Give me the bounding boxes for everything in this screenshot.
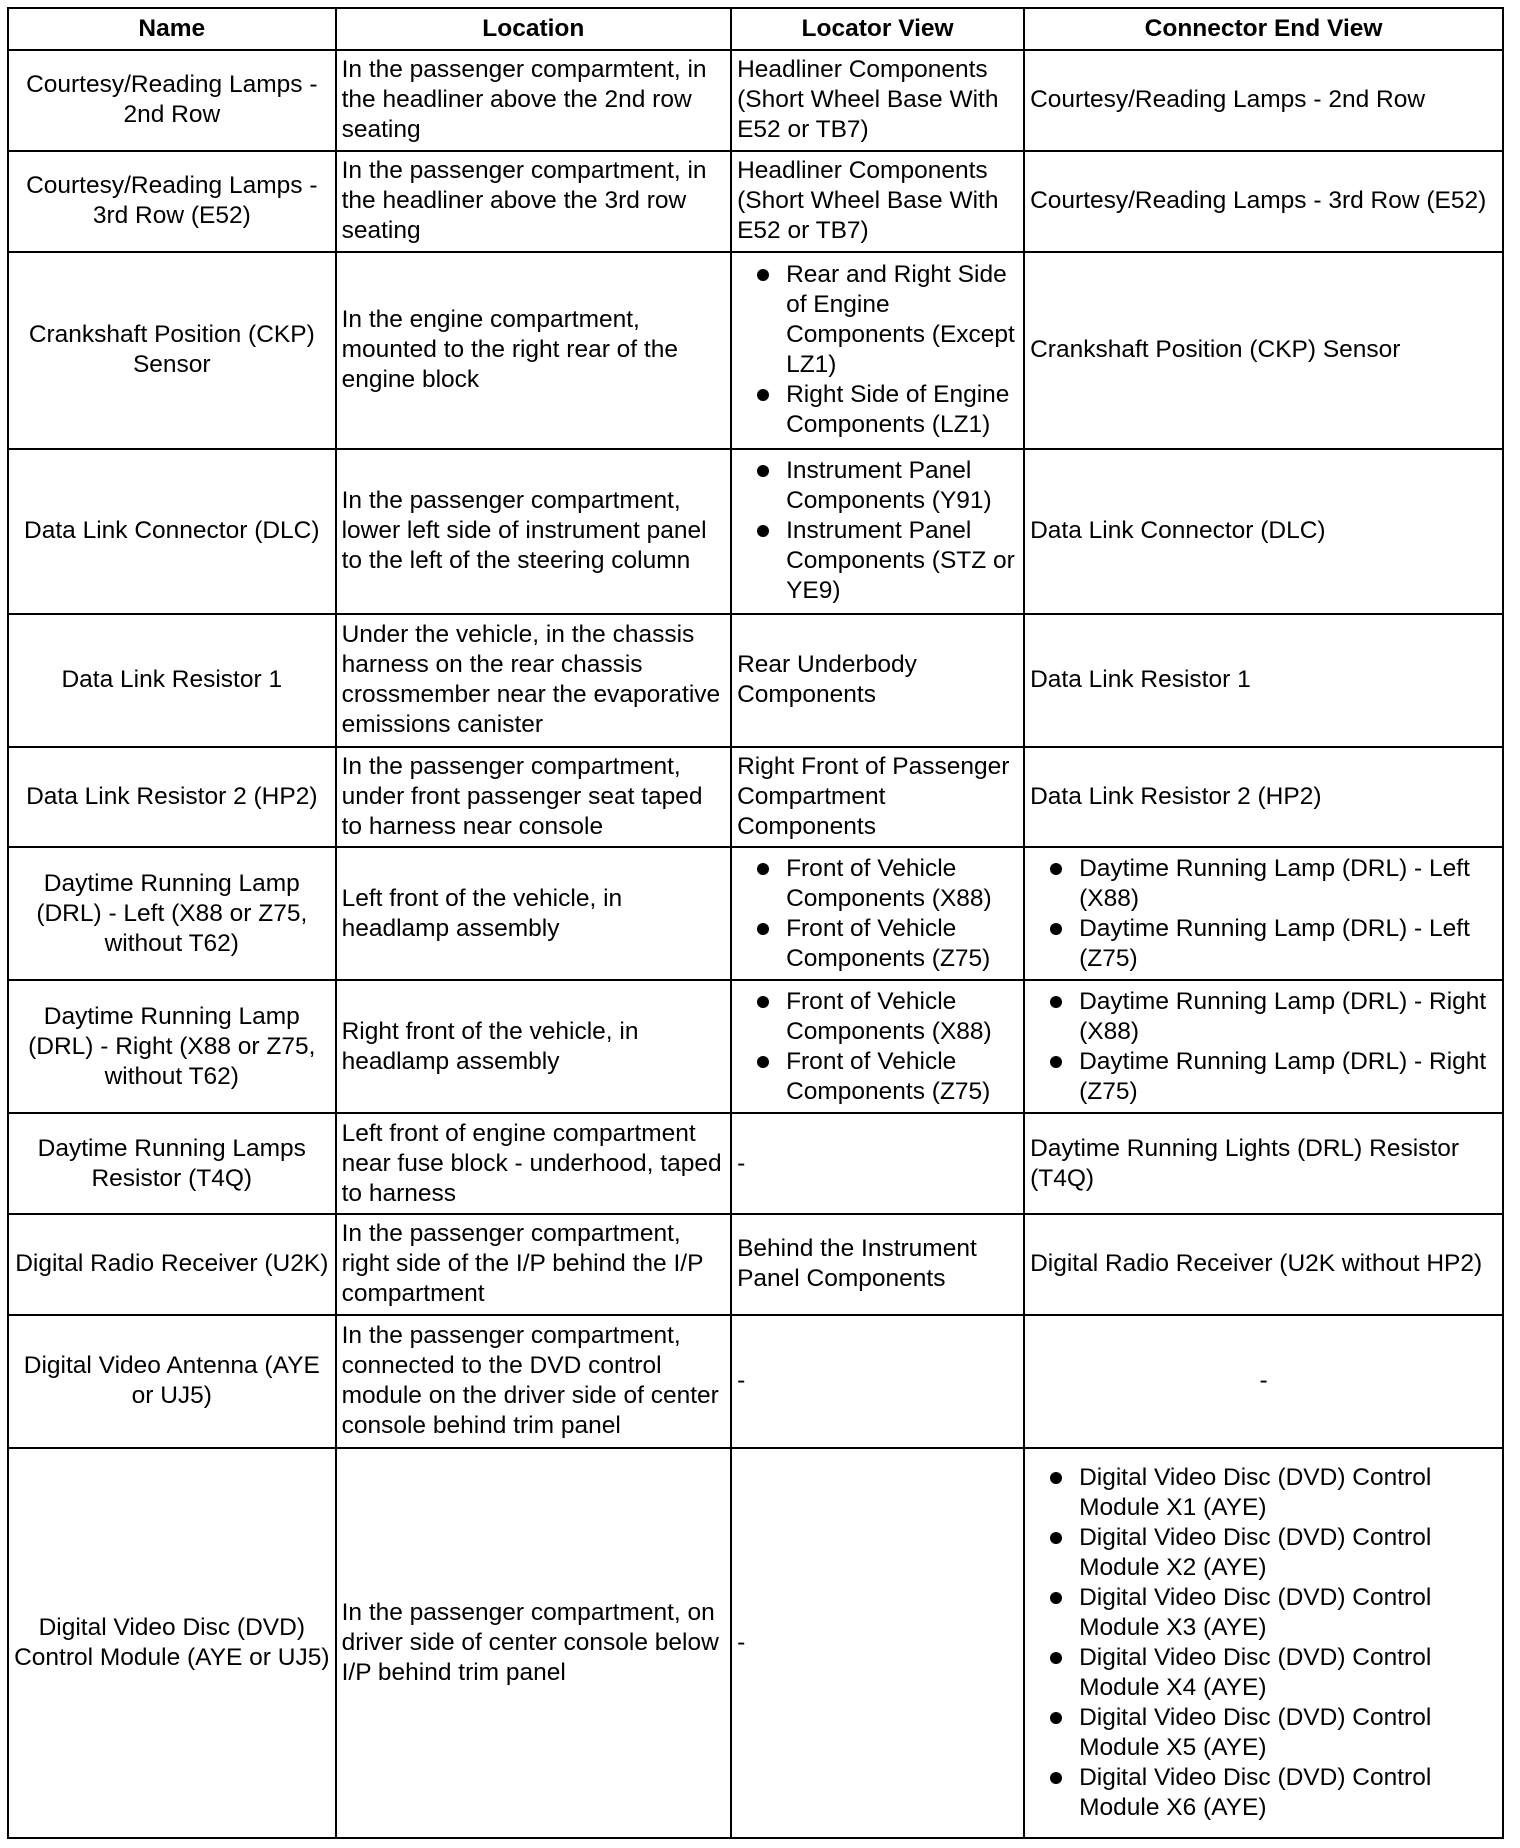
table-row xyxy=(8,50,1503,151)
cell-location: In the engine compartment, mounted to the right rear of the engine block xyxy=(336,252,731,449)
cell-text: Courtesy/Reading Lamps - 3rd Row (E52) xyxy=(1030,187,1487,215)
bullet-list xyxy=(1030,1463,1497,1823)
cell-locator-view xyxy=(731,252,1024,449)
bullet-item: Front of Vehicle Components (Z75) xyxy=(737,1047,1018,1107)
header-location: Location xyxy=(336,8,731,50)
bullet-list xyxy=(1030,987,1497,1107)
table-row xyxy=(8,980,1503,1113)
cell-locator-view xyxy=(731,747,1024,848)
cell-text: Digital Radio Receiver (U2K without HP2) xyxy=(1030,1250,1483,1278)
cell-text: Crankshaft Position (CKP) Sensor xyxy=(1030,336,1401,364)
cell-connector-end-view xyxy=(1024,1113,1503,1214)
bullet-item: Digital Video Disc (DVD) Control Module X1 (AYE) xyxy=(1030,1463,1497,1523)
cell-name: Daytime Running Lamps Resistor (T4Q) xyxy=(8,1113,336,1214)
table-row xyxy=(8,1315,1503,1448)
cell-connector-end-view xyxy=(1024,1315,1503,1448)
bullet-item: Rear and Right Side of Engine Components (Except LZ1) xyxy=(737,260,1018,380)
cell-text: Courtesy/Reading Lamps - 2nd Row xyxy=(1030,86,1426,114)
cell-connector-end-view xyxy=(1024,847,1503,980)
bullet-item: Right Side of Engine Components (LZ1) xyxy=(737,380,1018,440)
cell-name: Courtesy/Reading Lamps - 2nd Row xyxy=(8,50,336,151)
cell-connector-end-view xyxy=(1024,1448,1503,1838)
cell-text: Headliner Components (Short Wheel Base With E52 or TB7) xyxy=(737,157,999,245)
cell-text: Rear Underbody Components xyxy=(737,651,917,709)
cell-connector-end-view xyxy=(1024,449,1503,614)
cell-locator-view xyxy=(731,1214,1024,1315)
cell-locator-view xyxy=(731,50,1024,151)
table-row xyxy=(8,847,1503,980)
bullet-item: Digital Video Disc (DVD) Control Module X4 (AYE) xyxy=(1030,1643,1497,1703)
cell-location: In the passenger compartment, in the headliner above the 3rd row seating xyxy=(336,151,731,252)
cell-text: Behind the Instrument Panel Components xyxy=(737,1235,977,1293)
cell-name: Data Link Connector (DLC) xyxy=(8,449,336,614)
table-row xyxy=(8,252,1503,449)
cell-connector-end-view xyxy=(1024,50,1503,151)
table-body xyxy=(8,50,1503,1838)
header-connector-end-view: Connector End View xyxy=(1024,8,1503,50)
table-row xyxy=(8,1214,1503,1315)
cell-name: Digital Radio Receiver (U2K) xyxy=(8,1214,336,1315)
cell-location: In the passenger comparmtent, in the headliner above the 2nd row seating xyxy=(336,50,731,151)
table-row xyxy=(8,1113,1503,1214)
table-row xyxy=(8,151,1503,252)
cell-connector-end-view xyxy=(1024,151,1503,252)
bullet-list xyxy=(737,260,1018,440)
bullet-item: Digital Video Disc (DVD) Control Module X5 (AYE) xyxy=(1030,1703,1497,1763)
component-location-table xyxy=(7,7,1504,1839)
bullet-list xyxy=(737,987,1018,1107)
cell-connector-end-view xyxy=(1024,614,1503,747)
cell-location: In the passenger compartment, lower left side of instrument panel to the left of the steering column xyxy=(336,449,731,614)
bullet-item: Front of Vehicle Components (X88) xyxy=(737,987,1018,1047)
cell-text: Right Front of Passenger Compartment Components xyxy=(737,753,1010,841)
cell-location: Under the vehicle, in the chassis harness on the rear chassis crossmember near the evaporative emissions canister xyxy=(336,614,731,747)
bullet-item: Digital Video Disc (DVD) Control Module X3 (AYE) xyxy=(1030,1583,1497,1643)
table-row xyxy=(8,1448,1503,1838)
cell-name: Digital Video Disc (DVD) Control Module (AYE or UJ5) xyxy=(8,1448,336,1838)
bullet-item: Daytime Running Lamp (DRL) - Right (Z75) xyxy=(1030,1047,1497,1107)
cell-name: Digital Video Antenna (AYE or UJ5) xyxy=(8,1315,336,1448)
bullet-list xyxy=(737,854,1018,974)
cell-connector-end-view xyxy=(1024,252,1503,449)
bullet-item: Instrument Panel Components (STZ or YE9) xyxy=(737,516,1018,606)
cell-locator-view xyxy=(731,1315,1024,1448)
cell-connector-end-view xyxy=(1024,980,1503,1113)
cell-locator-view xyxy=(731,614,1024,747)
cell-connector-end-view xyxy=(1024,1214,1503,1315)
bullet-list xyxy=(737,456,1018,606)
cell-locator-view xyxy=(731,1113,1024,1214)
cell-location: Left front of the vehicle, in headlamp assembly xyxy=(336,847,731,980)
cell-locator-view xyxy=(731,151,1024,252)
bullet-item: Daytime Running Lamp (DRL) - Left (Z75) xyxy=(1030,914,1497,974)
cell-text: - xyxy=(737,1149,746,1177)
header-row xyxy=(8,8,1503,50)
bullet-item: Digital Video Disc (DVD) Control Module X2 (AYE) xyxy=(1030,1523,1497,1583)
cell-name: Data Link Resistor 1 xyxy=(8,614,336,747)
cell-text: Daytime Running Lights (DRL) Resistor (T4Q) xyxy=(1030,1134,1459,1192)
bullet-list xyxy=(1030,854,1497,974)
cell-locator-view xyxy=(731,1448,1024,1838)
cell-name: Courtesy/Reading Lamps - 3rd Row (E52) xyxy=(8,151,336,252)
cell-text: - xyxy=(1259,1367,1268,1395)
cell-location: In the passenger compartment, right side of the I/P behind the I/P compartment xyxy=(336,1214,731,1315)
cell-text: Headliner Components (Short Wheel Base With E52 or TB7) xyxy=(737,56,999,144)
bullet-item: Daytime Running Lamp (DRL) - Right (X88) xyxy=(1030,987,1497,1047)
header-name: Name xyxy=(8,8,336,50)
cell-text: - xyxy=(737,1628,746,1656)
table-row xyxy=(8,614,1503,747)
bullet-item: Digital Video Disc (DVD) Control Module X6 (AYE) xyxy=(1030,1763,1497,1823)
cell-location: In the passenger compartment, under front passenger seat taped to harness near console xyxy=(336,747,731,848)
cell-locator-view xyxy=(731,847,1024,980)
cell-text: Data Link Resistor 1 xyxy=(1030,666,1251,694)
cell-text: Data Link Connector (DLC) xyxy=(1030,517,1326,545)
cell-name: Daytime Running Lamp (DRL) - Right (X88 or Z75, without T62) xyxy=(8,980,336,1113)
cell-location: Right front of the vehicle, in headlamp assembly xyxy=(336,980,731,1113)
table-row xyxy=(8,747,1503,848)
header-locator-view: Locator View xyxy=(731,8,1024,50)
bullet-item: Instrument Panel Components (Y91) xyxy=(737,456,1018,516)
cell-location: In the passenger compartment, connected to the DVD control module on the driver side of center console behind trim panel xyxy=(336,1315,731,1448)
cell-location: In the passenger compartment, on driver side of center console below I/P behind trim panel xyxy=(336,1448,731,1838)
cell-location: Left front of engine compartment near fuse block - underhood, taped to harness xyxy=(336,1113,731,1214)
cell-name: Data Link Resistor 2 (HP2) xyxy=(8,747,336,848)
cell-name: Crankshaft Position (CKP) Sensor xyxy=(8,252,336,449)
cell-name: Daytime Running Lamp (DRL) - Left (X88 or Z75, without T62) xyxy=(8,847,336,980)
bullet-item: Front of Vehicle Components (X88) xyxy=(737,854,1018,914)
bullet-item: Front of Vehicle Components (Z75) xyxy=(737,914,1018,974)
cell-text: - xyxy=(737,1367,746,1395)
cell-locator-view xyxy=(731,980,1024,1113)
table-row xyxy=(8,449,1503,614)
cell-connector-end-view xyxy=(1024,747,1503,848)
cell-locator-view xyxy=(731,449,1024,614)
cell-text: Data Link Resistor 2 (HP2) xyxy=(1030,783,1322,811)
bullet-item: Daytime Running Lamp (DRL) - Left (X88) xyxy=(1030,854,1497,914)
